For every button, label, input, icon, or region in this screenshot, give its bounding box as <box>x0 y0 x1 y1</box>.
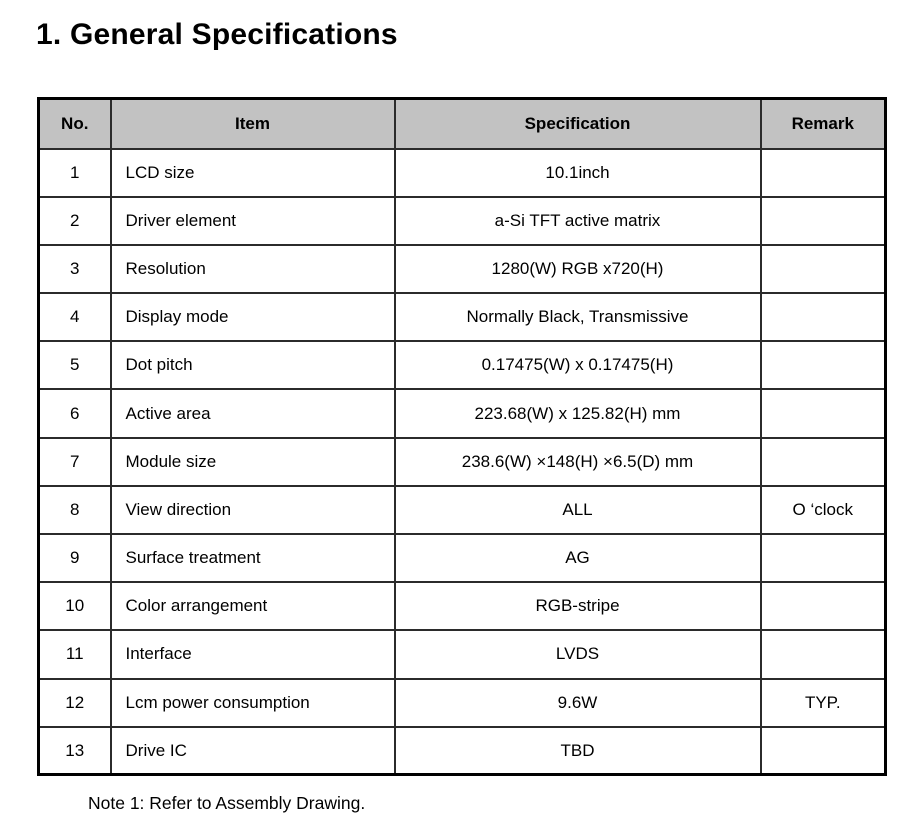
column-header-item: Item <box>111 99 395 149</box>
cell-remark <box>761 293 886 341</box>
cell-specification: 9.6W <box>395 679 761 727</box>
cell-remark <box>761 727 886 775</box>
cell-specification: 10.1inch <box>395 149 761 197</box>
general-specifications-table <box>37 97 887 776</box>
table-row <box>39 582 886 630</box>
column-header-remark: Remark <box>761 99 886 149</box>
cell-item: LCD size <box>111 149 395 197</box>
cell-no: 4 <box>39 293 111 341</box>
table-row <box>39 149 886 197</box>
cell-specification: 238.6(W) ×148(H) ×6.5(D) mm <box>395 438 761 486</box>
cell-item: Driver element <box>111 197 395 245</box>
cell-specification: 223.68(W) x 125.82(H) mm <box>395 389 761 437</box>
table-row <box>39 727 886 775</box>
cell-remark <box>761 341 886 389</box>
cell-remark <box>761 245 886 293</box>
table-row <box>39 197 886 245</box>
cell-specification: 1280(W) RGB x720(H) <box>395 245 761 293</box>
cell-item: Drive IC <box>111 727 395 775</box>
cell-specification: a-Si TFT active matrix <box>395 197 761 245</box>
cell-specification: LVDS <box>395 630 761 678</box>
cell-no: 8 <box>39 486 111 534</box>
cell-specification: RGB-stripe <box>395 582 761 630</box>
column-header-specification: Specification <box>395 99 761 149</box>
cell-item: View direction <box>111 486 395 534</box>
table-row <box>39 438 886 486</box>
cell-item: Dot pitch <box>111 341 395 389</box>
footnote: Note 1: Refer to Assembly Drawing. <box>88 793 366 813</box>
cell-remark: O ‘clock <box>761 486 886 534</box>
cell-specification: Normally Black, Transmissive <box>395 293 761 341</box>
cell-no: 5 <box>39 341 111 389</box>
cell-no: 9 <box>39 534 111 582</box>
cell-no: 13 <box>39 727 111 775</box>
cell-remark <box>761 582 886 630</box>
cell-item: Lcm power consumption <box>111 679 395 727</box>
spec-table-body <box>39 149 886 775</box>
cell-remark <box>761 438 886 486</box>
cell-item: Surface treatment <box>111 534 395 582</box>
table-row <box>39 389 886 437</box>
cell-no: 3 <box>39 245 111 293</box>
page-title: 1. General Specifications <box>36 18 398 51</box>
cell-item: Active area <box>111 389 395 437</box>
table-row <box>39 630 886 678</box>
cell-specification: 0.17475(W) x 0.17475(H) <box>395 341 761 389</box>
cell-item: Interface <box>111 630 395 678</box>
column-header-no: No. <box>39 99 111 149</box>
cell-no: 11 <box>39 630 111 678</box>
table-row <box>39 679 886 727</box>
cell-remark <box>761 149 886 197</box>
table-header-row <box>39 99 886 149</box>
cell-remark: TYP. <box>761 679 886 727</box>
table-row <box>39 534 886 582</box>
table-row <box>39 486 886 534</box>
cell-no: 10 <box>39 582 111 630</box>
cell-item: Module size <box>111 438 395 486</box>
table-row <box>39 293 886 341</box>
cell-no: 2 <box>39 197 111 245</box>
cell-remark <box>761 389 886 437</box>
cell-item: Resolution <box>111 245 395 293</box>
cell-item: Color arrangement <box>111 582 395 630</box>
cell-no: 6 <box>39 389 111 437</box>
table-row <box>39 341 886 389</box>
cell-specification: TBD <box>395 727 761 775</box>
cell-remark <box>761 534 886 582</box>
cell-remark <box>761 630 886 678</box>
cell-item: Display mode <box>111 293 395 341</box>
cell-remark <box>761 197 886 245</box>
cell-specification: AG <box>395 534 761 582</box>
table-row <box>39 245 886 293</box>
cell-specification: ALL <box>395 486 761 534</box>
cell-no: 12 <box>39 679 111 727</box>
cell-no: 1 <box>39 149 111 197</box>
cell-no: 7 <box>39 438 111 486</box>
